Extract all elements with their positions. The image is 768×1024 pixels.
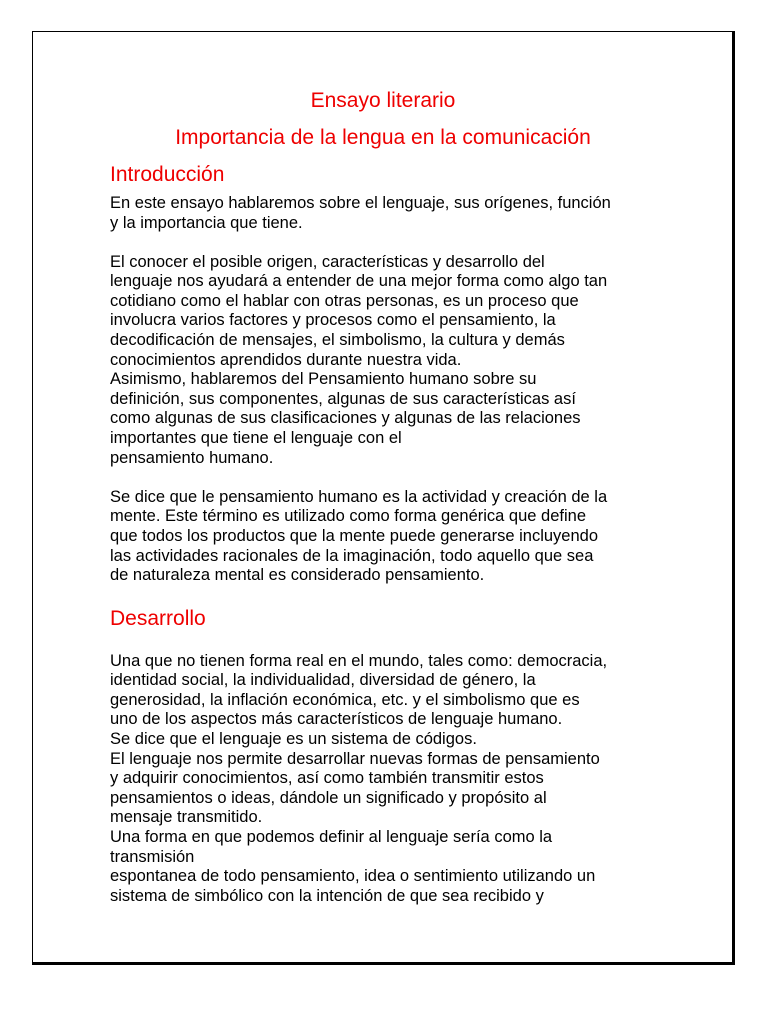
paragraph-intro-2: El conocer el posible origen, características y desarrollo del lenguaje nos ayudará a entender de una mejor forma como algo tan cotidiano como el hablar con otras personas, es un proceso que involucra varios factores y procesos como el pensamiento, la decodificación de mensajes, el simbolismo, la cultura y demás conocimientos aprendidos durante nuestra vida. Asimismo, hablaremos del Pensamiento humano sobre su definición, sus componentes, algunas de sus características así como algunas de sus clasificaciones y algunas de las relaciones importantes que tiene el lenguaje con el pensamiento humano. bbox=[110, 252, 608, 467]
document-body bbox=[110, 86, 670, 906]
section-heading-desarrollo: Desarrollo bbox=[110, 606, 206, 630]
section-heading-introduccion: Introducción bbox=[110, 163, 225, 186]
document-title: Ensayo literario bbox=[310, 89, 456, 112]
paragraph-desarrollo-1: Una que no tienen forma real en el mundo, tales como: democracia, identidad social, la individualidad, diversidad de género, la generosidad, la inflación económica, etc. y el simbolismo que es uno de los aspectos más característicos de lenguaje humano. Se dice que el lenguaje es un sistema de códigos. El lenguaje nos permite desarrollar nuevas formas de pensamiento y adquirir conocimientos, así como también transmitir estos pensamientos o ideas, dándole un significado y propósito al mensaje transmitido. Una forma en que podemos definir al lenguaje sería como la transmisión espontanea de todo pensamiento, idea o sentimiento utilizando un sistema de simbólico con la intención de que sea recibido y bbox=[110, 651, 608, 905]
paragraph-intro-3: Se dice que le pensamiento humano es la actividad y creación de la mente. Este término es utilizado como forma genérica que define que todos los productos que la mente puede generarse incluyendo las actividades racionales de la imaginación, todo aquello que sea de naturaleza mental es considerado pensamiento. bbox=[110, 487, 608, 585]
paragraph-intro-1: En este ensayo hablaremos sobre el lenguaje, sus orígenes, función y la importancia que tiene. bbox=[110, 194, 611, 232]
document-subtitle: Importancia de la lengua en la comunicación bbox=[175, 126, 591, 149]
